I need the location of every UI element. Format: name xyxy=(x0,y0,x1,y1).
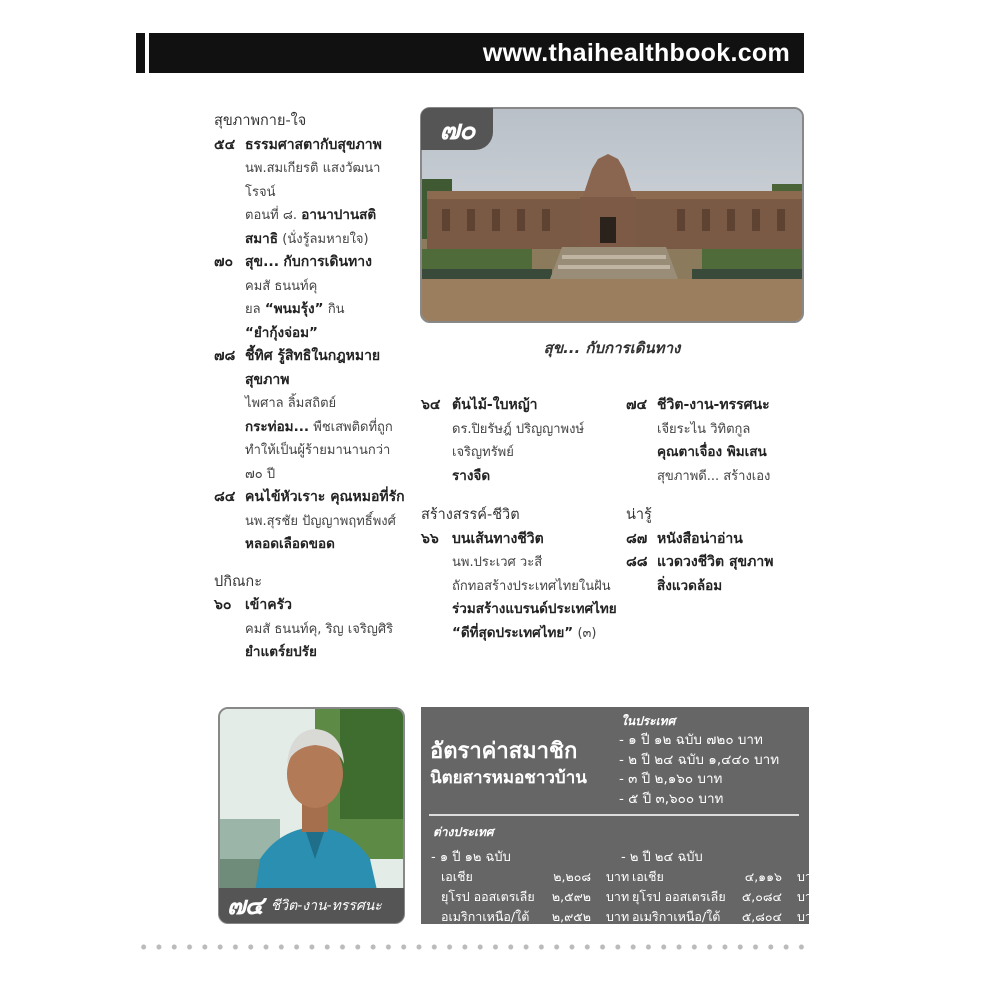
page-number: ๖๖ xyxy=(421,530,439,547)
unit: บาท xyxy=(606,889,630,904)
price: ๕,๘๐๔ xyxy=(741,909,782,924)
rate-row xyxy=(632,907,820,927)
entry-subtitle: กระท่อม... xyxy=(245,418,309,435)
subscription-subtitle: นิตยสารหมอชาวบ้าน xyxy=(430,768,587,788)
price: ๔,๑๑๖ xyxy=(744,869,782,884)
entry-author: คมสั ธนนท์คุ, ริญ เจริญศิริ xyxy=(245,621,394,637)
toc-entry[interactable] xyxy=(214,251,410,345)
entry-title: บนเส้นทางชีวิต xyxy=(452,530,544,547)
entry-subtitle: สิ่งแวดล้อม xyxy=(657,577,723,594)
entry-title: คนไข้หัวเราะ คุณหมอที่รัก xyxy=(245,489,405,505)
page-number: ๗๘ xyxy=(214,348,236,364)
page-number: ๘๗ xyxy=(626,530,648,547)
unit: บาท xyxy=(797,869,821,884)
page-badge-banner xyxy=(219,888,404,923)
region: เอเชีย xyxy=(441,869,473,884)
entry-text: ทำให้เป็นผู้ร้ายมานานกว่า xyxy=(245,443,391,458)
plan-label: - ๑ ปี ๑๒ ฉบับ xyxy=(431,850,511,865)
entry-subtitle: หลอดเลือดขอด xyxy=(245,536,335,552)
page-number: ๘๔ xyxy=(214,489,236,505)
dotted-divider xyxy=(136,944,808,950)
entry-subtitle: อานาปานสติ xyxy=(301,207,377,223)
header-accent-mark xyxy=(136,33,145,73)
toc-entry[interactable] xyxy=(626,528,806,552)
entry-title: หนังสือน่าอ่าน xyxy=(657,530,743,547)
toc-entry[interactable] xyxy=(214,345,410,486)
header-bar xyxy=(149,33,804,73)
rate-row xyxy=(441,907,629,927)
unit: บาท xyxy=(797,889,821,904)
badge-label: ชีวิต-งาน-ทรรศนะ xyxy=(270,897,382,914)
subscription-title: อัตราค่าสมาชิก xyxy=(430,739,578,764)
region: อเมริกาเหนือ/ใต้ xyxy=(632,909,721,924)
entry-title: สุข... xyxy=(245,254,280,270)
toc-column-2 xyxy=(421,394,621,645)
price: ๒,๙๕๒ xyxy=(551,909,591,924)
section-heading: สร้างสรรค์-ชีวิต xyxy=(421,507,520,523)
toc-entry[interactable] xyxy=(214,594,410,665)
rate-row xyxy=(441,887,629,907)
unit: บาท xyxy=(797,909,821,924)
entry-text: ถักทอสร้างประเทศไทยในฝัน xyxy=(452,578,611,594)
entry-text: ๗๐ ปี xyxy=(245,466,276,482)
page-number: ๖๐ xyxy=(214,597,232,613)
entry-author: เจริญทรัพย์ xyxy=(452,445,514,460)
rate-row xyxy=(441,867,629,887)
toc-column-1 xyxy=(214,110,410,665)
entry-text: ตอนที่ ๘. xyxy=(245,208,297,223)
entry-title: กับการเดินทาง xyxy=(283,254,372,270)
entry-author: เจียระไน วิทิตกูล xyxy=(657,421,751,437)
site-url[interactable]: www.thaihealthbook.com xyxy=(482,38,790,67)
rate-line: - ๕ ปี ๓,๖๐๐ บาท xyxy=(619,790,724,807)
entry-subtitle: สมาธิ xyxy=(245,230,278,247)
rate-row xyxy=(632,867,820,887)
entry-subtitle: “พนมรุ้ง” xyxy=(264,301,324,317)
price: ๒,๕๙๒ xyxy=(551,889,591,904)
entry-title: ธรรมศาสตากับสุขภาพ xyxy=(245,136,382,153)
page-number: ๘๘ xyxy=(626,554,648,570)
page-number: ๗๐ xyxy=(214,254,234,270)
entry-title: สุขภาพ xyxy=(245,371,290,388)
entry-text: (๓) xyxy=(577,625,597,641)
toc-entry[interactable] xyxy=(214,134,410,252)
rate-row xyxy=(632,887,820,907)
photo-caption: สุข... กับการเดินทาง xyxy=(543,339,681,357)
entry-subtitle: ยำแตร์ยปรัย xyxy=(245,644,317,660)
toc-entry[interactable] xyxy=(421,528,621,646)
entry-subtitle: รางจืด xyxy=(452,467,491,484)
entry-subtitle: ร่วมสร้างแบรนด์ประเทศไทย xyxy=(452,601,617,617)
entry-text: กิน xyxy=(327,302,345,317)
rate-line: - ๓ ปี ๒,๑๖๐ บาท xyxy=(619,771,723,787)
toc-entry[interactable] xyxy=(626,551,806,598)
entry-author: นพ.สุรชัย ปัญญาพฤทธิ์พงศ์ xyxy=(245,513,396,529)
entry-author: คมสั ธนนท์คุ xyxy=(245,278,318,294)
page-number: ๗๔ xyxy=(626,397,648,413)
rate-line: - ๑ ปี ๑๒ ฉบับ ๗๒๐ บาท xyxy=(619,732,763,748)
price: ๒,๒๐๘ xyxy=(553,869,591,884)
page-badge: ๗๔ xyxy=(227,890,263,920)
entry-title: ต้นไม้-ใบหญ้า xyxy=(452,397,538,413)
subscription-box xyxy=(421,707,821,924)
region: ยุโรป ออสเตรเลีย xyxy=(441,889,535,904)
section-heading: ปกิณกะ xyxy=(214,573,263,590)
entry-title: เข้าครัว xyxy=(245,597,292,613)
page-badge: ๗๐ xyxy=(421,108,493,150)
plan-label: - ๒ ปี ๒๔ ฉบับ xyxy=(621,850,703,865)
region: ยุโรป ออสเตรเลีย xyxy=(632,889,726,904)
region: เอเชีย xyxy=(632,869,664,884)
domestic-heading: ในประเทศ xyxy=(621,714,676,728)
international-heading: ต่างประเทศ xyxy=(433,825,494,839)
page-number: ๖๔ xyxy=(421,397,441,413)
toc-column-3 xyxy=(626,394,806,598)
entry-title: ชี้ทิศ รู้สิทธิในกฎหมาย xyxy=(245,348,381,364)
entry-text: พืชเสพติดที่ถูก xyxy=(313,419,393,435)
unit: บาท xyxy=(606,909,630,924)
domestic-rates xyxy=(619,731,779,809)
entry-title: แวดวงชีวิต สุขภาพ xyxy=(657,554,774,570)
divider xyxy=(429,814,799,816)
region: อเมริกาเหนือ/ใต้ xyxy=(441,909,530,924)
entry-author: นพ.ประเวศ วะสี xyxy=(452,555,543,570)
entry-text: สุขภาพดี... สร้างเอง xyxy=(657,468,771,484)
entry-subtitle: “ยำกุ้งจ่อม” xyxy=(245,324,318,341)
toc-entry[interactable] xyxy=(626,394,806,488)
entry-author: ดร.ปิยรัษฎ์ ปริญญาพงษ์ xyxy=(452,421,585,437)
entry-subtitle: คุณตาเจื่อง พิมเสน xyxy=(657,444,767,460)
price: ๕,๐๘๔ xyxy=(741,889,782,904)
toc-entry[interactable] xyxy=(421,394,621,488)
entry-text: ยล xyxy=(245,302,261,317)
entry-text: (นั่งรู้ลมหายใจ) xyxy=(282,231,369,247)
page-number: ๕๔ xyxy=(214,136,236,153)
section-heading: สุขภาพกาย-ใจ xyxy=(214,113,307,129)
section-heading: น่ารู้ xyxy=(626,507,652,523)
entry-author: ไพศาล ลิ้มสถิตย์ xyxy=(245,396,337,411)
toc-entry[interactable] xyxy=(214,486,410,557)
entry-subtitle: “ดีที่สุดประเทศไทย” xyxy=(452,624,574,641)
rate-line: - ๒ ปี ๒๔ ฉบับ ๑,๔๔๐ บาท xyxy=(619,751,780,768)
unit: บาท xyxy=(606,869,630,884)
entry-author: นพ.สมเกียรติ แสงวัฒนาโรจน์ xyxy=(245,161,381,200)
entry-title: ชีวิต-งาน-ทรรศนะ xyxy=(657,397,770,413)
